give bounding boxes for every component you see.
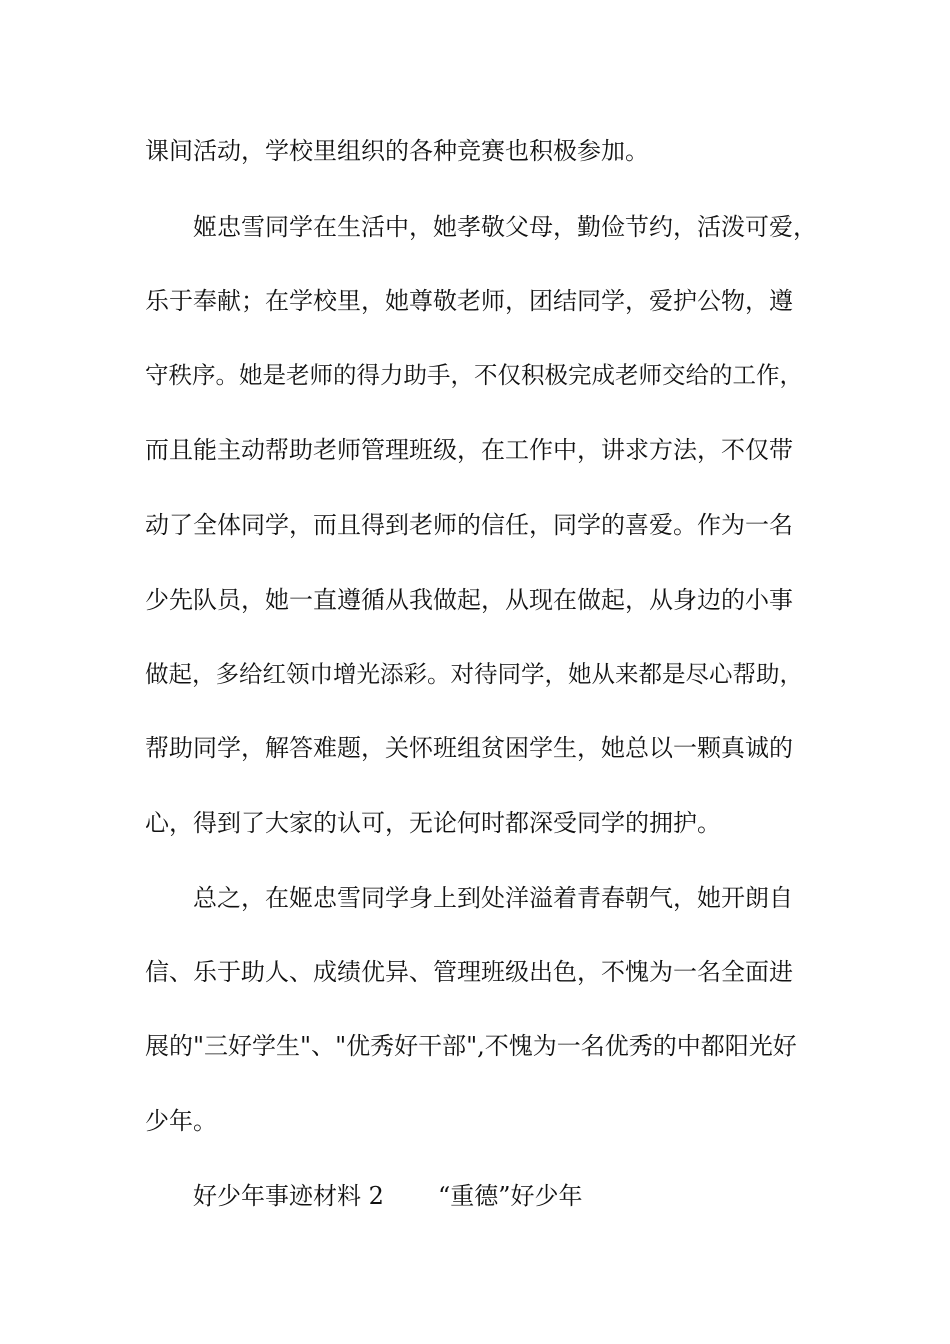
section-heading-title: 好少年事迹材料 2	[193, 1182, 384, 1210]
paragraph-3-line-2: 信、乐于助人、成绩优异、管理班级出色，不愧为一名全面进	[145, 958, 793, 986]
paragraph-2-line-3: 守秩序。她是老师的得力助手，不仅积极完成老师交给的工作，	[145, 361, 803, 389]
paragraph-2-line-5: 动了全体同学，而且得到老师的信任，同学的喜爱。作为一名	[145, 511, 793, 539]
paragraph-2-line-4: 而且能主动帮助老师管理班级，在工作中，讲求方法，不仅带	[145, 436, 793, 464]
paragraph-1-line-1: 课间活动，学校里组织的各种竞赛也积极参加。	[145, 137, 649, 165]
paragraph-2-line-7: 做起，多给红领巾增光添彩。对待同学，她从来都是尽心帮助，	[145, 660, 803, 688]
paragraph-2-line-6: 少先队员，她一直遵循从我做起，从现在做起，从身边的小事	[145, 586, 793, 614]
paragraph-3-line-3: 展的"三好学生"、"优秀好干部",不愧为一名优秀的中都阳光好	[145, 1032, 797, 1060]
paragraph-3-line-1: 总之，在姬忠雪同学身上到处洋溢着青春朝气，她开朗自	[193, 884, 793, 912]
paragraph-2-line-9: 心，得到了大家的认可，无论何时都深受同学的拥护。	[145, 809, 721, 837]
paragraph-2-line-8: 帮助同学，解答难题，关怀班组贫困学生，她总以一颗真诚的	[145, 734, 793, 762]
paragraph-3-line-4: 少年。	[145, 1107, 217, 1135]
paragraph-2-line-1: 姬忠雪同学在生活中，她孝敬父母，勤俭节约，活泼可爱，	[193, 213, 817, 241]
paragraph-2-line-2: 乐于奉献；在学校里，她尊敬老师，团结同学，爱护公物，遵	[145, 287, 793, 315]
section-heading-subtitle: “重德”好少年	[438, 1182, 583, 1210]
